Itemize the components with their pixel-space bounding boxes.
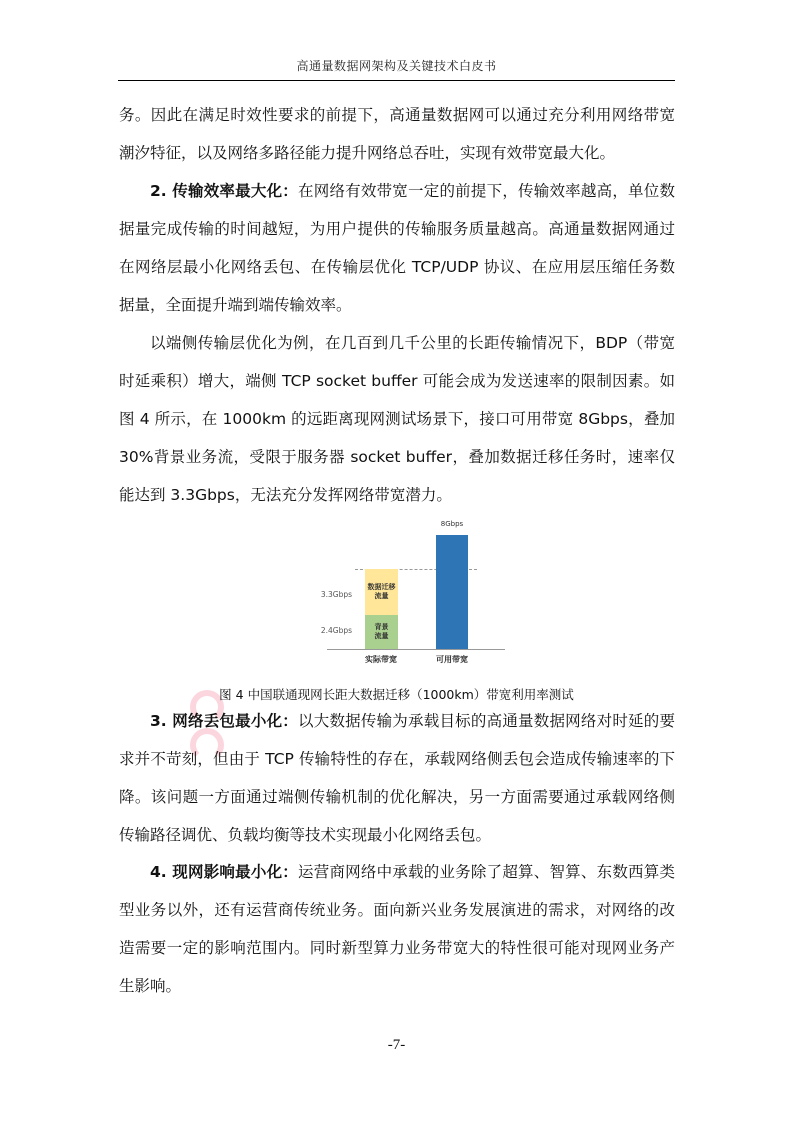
bandwidth-chart	[300, 510, 520, 670]
page-number: -7-	[387, 1037, 406, 1053]
section-2	[119, 172, 675, 324]
bar-top-label: 8Gbps	[440, 520, 464, 528]
ytick-3-3gbps: 3.3Gbps	[320, 590, 352, 599]
heading-packet-loss: 3. 网络丢包最小化：	[150, 712, 299, 730]
bar-segment-background-label: 背景 流量	[374, 623, 389, 640]
xlabel-available: 可用带宽	[436, 655, 468, 664]
paragraph-1-body: 在网络有效带宽一定的前提下，传输效率越高，单位数据量完成传输的时间越短，为用户提供的传输服务质量越高。高通量数据网通过在网络层最小化网络丢包、在传输层优化 TCP/UDP 协议、在应用层压缩任务数据量，全面提升端到端传输效率。	[119, 182, 675, 314]
section-3	[119, 702, 675, 854]
ytick-2-4gbps: 2.4Gbps	[320, 626, 352, 635]
paragraph-3	[119, 702, 675, 854]
paragraph-0: 务。因此在满足时效性要求的前提下，高通量数据网可以通过充分利用网络带宽潮汐特征，以及网络多路径能力提升网络总吞吐，实现有效带宽最大化。	[119, 106, 675, 162]
running-header: 高通量数据网架构及关键技术白皮书	[296, 59, 497, 73]
paragraph-4	[119, 853, 675, 1005]
figure-caption: 图 4 中国联通现网长距大数据迁移（1000km）带宽利用率测试	[219, 687, 574, 702]
paragraph-1	[119, 172, 675, 324]
bar-segment-migration-label: 数据迁移 流量	[367, 583, 396, 600]
bar-available-bandwidth	[436, 535, 468, 649]
paragraph-bdp-example	[119, 324, 675, 514]
section-4	[119, 853, 675, 1005]
heading-network-impact: 4. 现网影响最小化：	[150, 863, 299, 881]
paragraph-4-body: 运营商网络中承载的业务除了超算、智算、东数西算类型业务以外，还有运营商传统业务。面向新兴业务发展演进的需求，对网络的改造需要一定的影响范围内。同时新型算力业务带宽大的特性很可能对现网业务产生影响。	[119, 863, 675, 995]
paragraph-3-body: 以大数据传输为承载目标的高通量数据网络对时延的要求并不苛刻，但由于 TCP 传输特性的存在，承载网络侧丢包会造成传输速率的下降。该问题一方面通过端侧传输机制的优化解决，另一方面需要通过承载网络侧传输路径调优、负载均衡等技术实现最小化网络丢包。	[119, 712, 675, 844]
heading-transmission-efficiency: 2. 传输效率最大化：	[150, 182, 299, 200]
header-rule	[118, 80, 675, 81]
x-axis-baseline	[327, 649, 505, 650]
xlabel-actual: 实际带宽	[365, 655, 397, 664]
paragraph-continued	[119, 96, 675, 172]
paragraph-2: 以端侧传输层优化为例，在几百到几千公里的长距传输情况下，BDP（带宽时延乘积）增大，端侧 TCP socket buffer 可能会成为发送速率的限制因素。如图 4 所示，在 1000km 的远距离现网测试场景下，接口可用带宽 8Gbps，叠加 30%背景业务流，受限于服务器 socket buffer，叠加数据迁移任务时，速率仅能达到 3.3Gbps，无法充分发挥网络带宽潜力。	[119, 334, 675, 504]
